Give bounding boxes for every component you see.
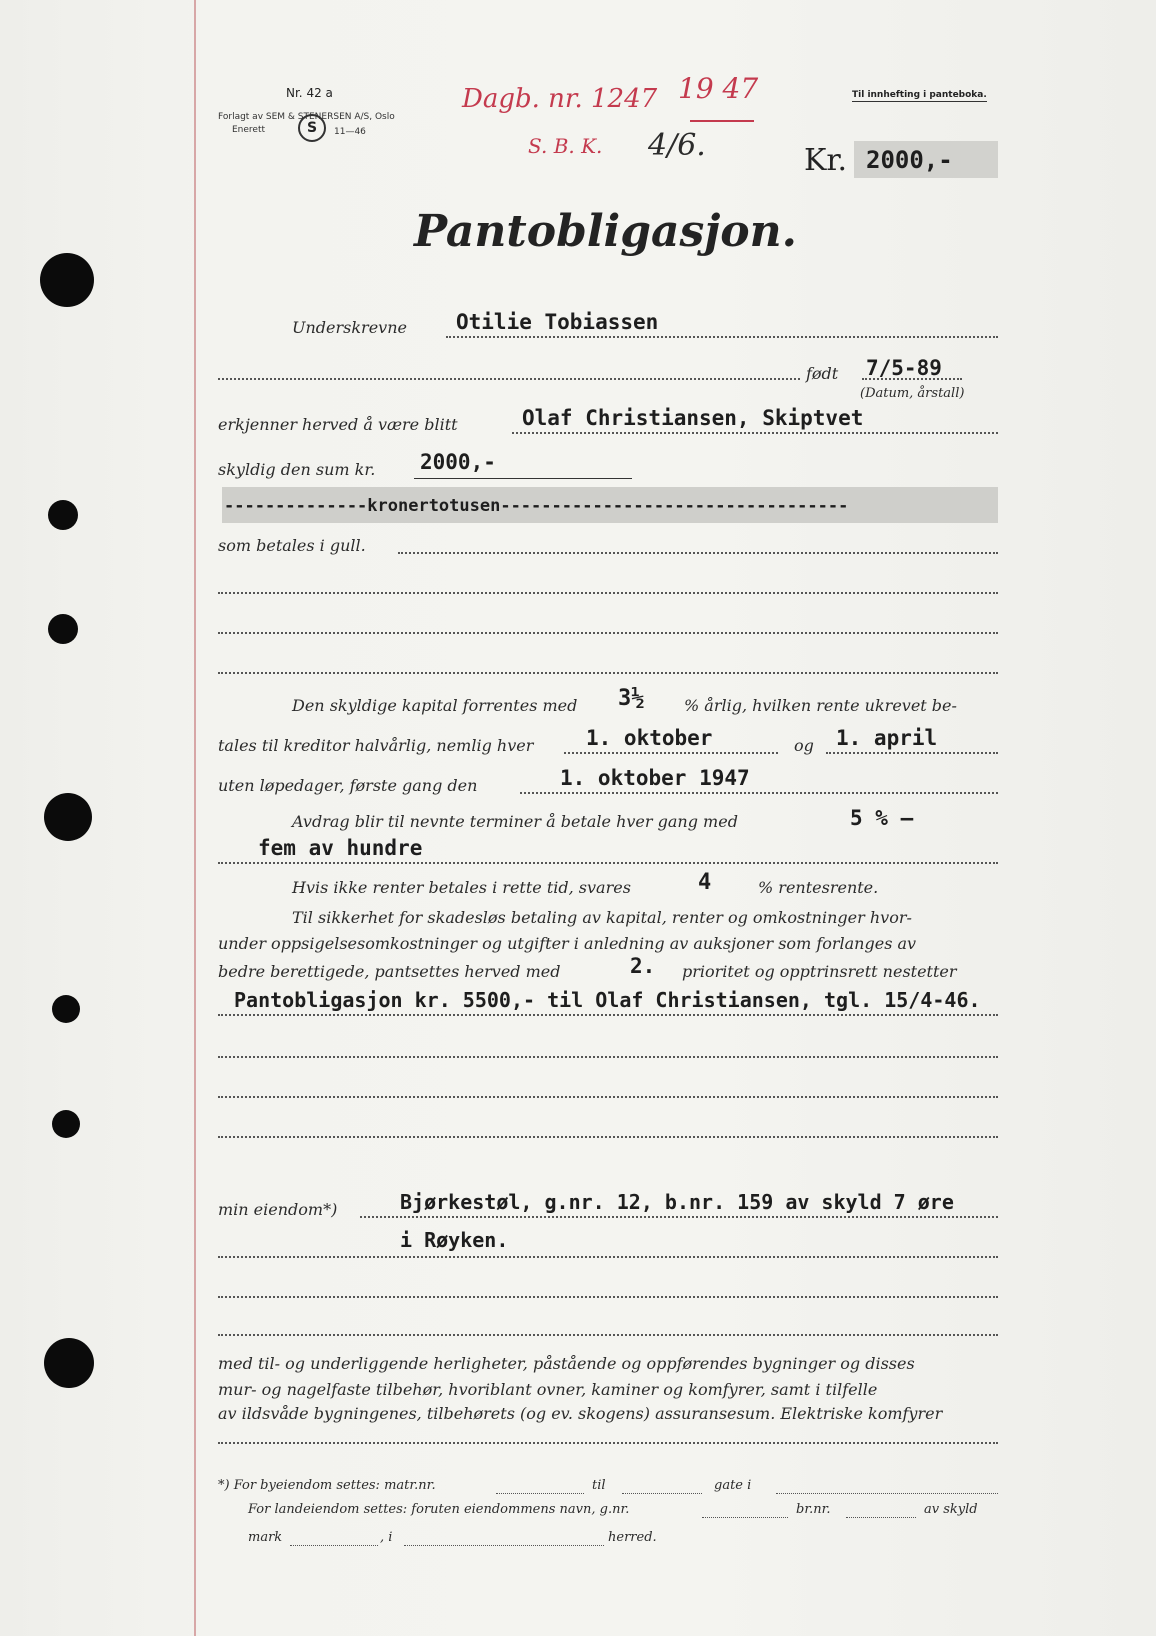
sum-label: skyldig den sum kr. bbox=[218, 460, 376, 479]
appurtenances-text: mur- og nagelfaste tilbehør, hvoriblant ovner, kaminer og komfyrer, samt i tilfelle bbox=[218, 1380, 878, 1399]
penalty-value: 4 bbox=[698, 870, 712, 895]
journal-year-underline bbox=[690, 120, 754, 122]
amount-value: 2000,- bbox=[866, 146, 953, 174]
installment-words: fem av hundre bbox=[258, 836, 423, 860]
punch-hole bbox=[48, 500, 78, 530]
interest-rate-value: 3½ bbox=[618, 686, 645, 711]
appurtenances-text: med til- og underliggende herligheter, påstående og oppførendes bygninger og disses bbox=[218, 1354, 915, 1373]
blank-line bbox=[218, 1334, 998, 1336]
sum-value: 2000,- bbox=[420, 450, 496, 474]
blank-line bbox=[218, 1096, 998, 1098]
prior-lien-value: Pantobligasjon kr. 5500,- til Olaf Christiansen, tgl. 15/4-46. bbox=[234, 988, 981, 1012]
footnote-line bbox=[404, 1545, 604, 1546]
born-label: født bbox=[806, 364, 839, 383]
blank-line bbox=[218, 1256, 998, 1258]
blank-line bbox=[218, 632, 998, 634]
creditor-line bbox=[512, 432, 998, 434]
interest-text: tales til kreditor halvårlig, nemlig hver bbox=[218, 736, 534, 755]
footnote-line bbox=[496, 1493, 584, 1494]
footnote-line bbox=[846, 1517, 916, 1518]
priority-value: 2. bbox=[630, 954, 656, 978]
blank-line bbox=[218, 1056, 998, 1058]
blank-line bbox=[218, 1296, 998, 1298]
prior-lien-line bbox=[218, 1014, 998, 1016]
publisher-rights: Enerett bbox=[232, 125, 266, 135]
footnote-text: herred. bbox=[608, 1530, 657, 1545]
blank-line bbox=[218, 592, 998, 594]
first-due-line bbox=[520, 792, 998, 794]
footnote-text: mark bbox=[248, 1530, 283, 1545]
property-line bbox=[360, 1216, 998, 1218]
security-text: prioritet og opptrinsrett nestetter bbox=[682, 962, 957, 981]
interest-text: uten løpedager, første gang den bbox=[218, 776, 478, 795]
property-value: Bjørkestøl, g.nr. 12, b.nr. 159 av skyld 7 øre bbox=[400, 1190, 954, 1214]
journal-initials: S. B. K. bbox=[528, 134, 603, 158]
payable-line bbox=[398, 552, 998, 554]
footnote-text: br.nr. bbox=[796, 1502, 831, 1517]
security-text: under oppsigelsesomkostninger og utgifter i anledning av auksjoner som forlanges av bbox=[218, 934, 917, 953]
sum-words: --------------kronertotusen---------------------------------- bbox=[224, 496, 849, 516]
publisher-logo-icon: S bbox=[298, 114, 326, 142]
footnote-line bbox=[622, 1493, 702, 1494]
blank-line bbox=[218, 672, 998, 674]
document-title: Pantobligasjon. bbox=[414, 206, 797, 257]
footnote-line bbox=[776, 1493, 998, 1494]
punch-hole bbox=[40, 253, 94, 307]
installment-value: 5 % — bbox=[850, 806, 914, 830]
property-value-cont: i Røyken. bbox=[400, 1228, 509, 1252]
acknowledge-label: erkjenner herved å være blitt bbox=[218, 415, 458, 434]
punch-hole bbox=[52, 995, 80, 1023]
security-text: Til sikkerhet for skadesløs betaling av kapital, renter og omkostninger hvor- bbox=[292, 908, 912, 927]
footnote-text: *) For byeiendom settes: matr.nr. bbox=[218, 1478, 436, 1493]
footnote-text: gate i bbox=[714, 1478, 752, 1493]
publisher-date: 11—46 bbox=[334, 127, 366, 137]
undersigned-line bbox=[446, 336, 998, 338]
form-number: Nr. 42 a bbox=[286, 86, 333, 100]
appurtenances-text: av ildsvåde bygningenes, tilbehørets (og ev. skogens) assuransesum. Elektriske komfyrer bbox=[218, 1404, 943, 1423]
header-right-note: Til innhefting i panteboka. bbox=[852, 90, 987, 100]
interest-text: Den skyldige kapital forrentes med bbox=[292, 696, 578, 715]
journal-number: Dagb. nr. 1247 bbox=[462, 84, 658, 114]
footnote-line bbox=[290, 1545, 378, 1546]
blank-line bbox=[218, 1136, 998, 1138]
term1-value: 1. oktober bbox=[586, 726, 713, 750]
property-label: min eiendom*) bbox=[218, 1200, 338, 1219]
publisher-line: Forlagt av SEM & STENERSEN A/S, Oslo bbox=[218, 112, 395, 122]
footnote-text: av skyld bbox=[924, 1502, 978, 1517]
penalty-text: Hvis ikke renter betales i rette tid, svares bbox=[292, 878, 631, 897]
term1-line bbox=[564, 752, 778, 754]
journal-date: 4/6. bbox=[648, 128, 706, 163]
footnote-text: til bbox=[592, 1478, 606, 1493]
penalty-text: % rentesrente. bbox=[758, 878, 879, 897]
undersigned-value: Otilie Tobiassen bbox=[456, 310, 659, 334]
journal-year: 19 47 bbox=[678, 72, 759, 105]
punch-hole bbox=[44, 1338, 94, 1388]
term2-value: 1. april bbox=[836, 726, 938, 750]
footnote-line bbox=[702, 1517, 788, 1518]
footnote-text: , i bbox=[380, 1530, 393, 1545]
kr-label: Kr. bbox=[804, 143, 847, 178]
footnote-text: For landeiendom settes: foruten eiendommens navn, g.nr. bbox=[248, 1502, 630, 1517]
first-due-value: 1. oktober 1947 bbox=[560, 766, 750, 790]
born-hint: (Datum, årstall) bbox=[860, 386, 965, 401]
punch-hole bbox=[48, 614, 78, 644]
appurtenances-line bbox=[218, 1442, 998, 1444]
undersigned-label: Underskrevne bbox=[292, 318, 407, 337]
term2-line bbox=[826, 752, 998, 754]
born-value: 7/5-89 bbox=[866, 356, 942, 380]
punch-hole bbox=[52, 1110, 80, 1138]
punch-hole bbox=[44, 793, 92, 841]
payable-label: som betales i gull. bbox=[218, 536, 366, 555]
interest-text: og bbox=[794, 736, 814, 755]
installment-line bbox=[218, 862, 998, 864]
margin-rule bbox=[194, 0, 196, 1636]
sum-line bbox=[414, 478, 632, 479]
born-line-left bbox=[218, 378, 800, 380]
security-text: bedre berettigede, pantsettes herved med bbox=[218, 962, 561, 981]
installment-text: Avdrag blir til nevnte terminer å betale hver gang med bbox=[292, 812, 738, 831]
creditor-value: Olaf Christiansen, Skiptvet bbox=[522, 406, 864, 430]
interest-text: % årlig, hvilken rente ukrevet be- bbox=[684, 696, 957, 715]
born-line-right bbox=[862, 378, 962, 380]
